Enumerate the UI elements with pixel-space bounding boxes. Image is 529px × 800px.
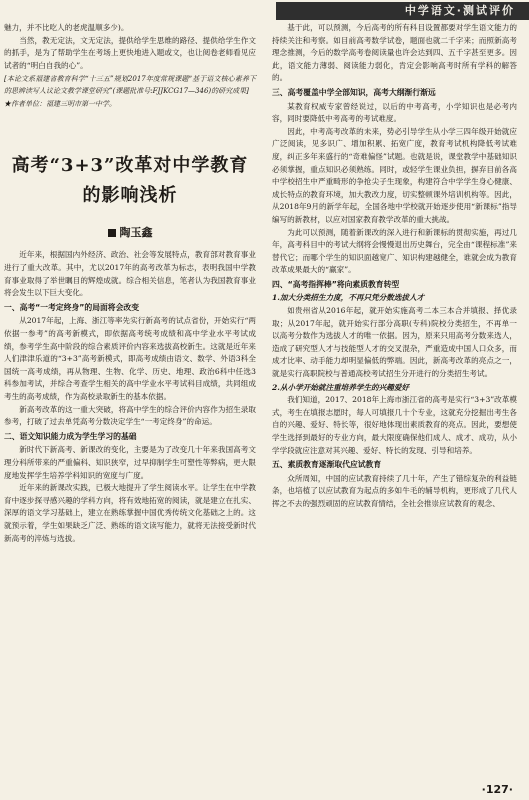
- article-title-line2: 的影响浅析: [82, 184, 178, 206]
- author-note: ★作者单位：福建三明市第一中学。: [4, 100, 116, 109]
- section-heading-5: 五、素质教育逐渐取代应试教育: [272, 460, 382, 470]
- paragraph: 当然，教无定法，文无定法，提供给学生思维的路径、提供给学生作文的抓手，是为了帮助学生在考场上更快地进入题或文，也让阅卷老师看见应试者的“明白自我的心”。: [4, 35, 256, 70]
- right-section-4-1: [272, 305, 517, 381]
- section-heading-3: 三、高考覆盖中学全部知识，高考大纲渐行渐远: [272, 87, 436, 97]
- paragraph: 基于此，可以预测，今后高考的所有科目设置都要对学生语文能力的持续关注和考察。如目前高考数学试卷，题面也就二千字来；而照新高考理念推测，今后的数学高考卷阅读量也许会达到四、五千字甚至更多。因此，语文能力薄弱、阅读能力弱化，肯定会影响高考时所有学科的解答的。: [272, 23, 517, 83]
- paragraph: 近年来，根据国内外经济、政治、社会等发展特点，教育部对教育事业进行了重大改革。其中，尤以2017年的高考改革为标志，表明我国中学教育事业取得了举世瞩目的辉煌成就。综合相关信息，笔者认为我国教育事业将会发生以下巨大变化。: [4, 250, 256, 298]
- paragraph: 新高考改革的这一重大突破，将高中学生的综合评价内容作为招生录取参考，打破了过去单凭高考分数决定学生“一考定终身”的命运。: [4, 404, 256, 427]
- subheading-4-2: 2.从小学开始就注重培养学生的兴趣爱好: [272, 382, 410, 392]
- paragraph: 我们知道，2017、2018年上海市浙江省的高考是实行“3+3”改革模式，考生在填报志愿时，每人可填报几十个专业，这就充分挖掘出考生各自的兴趣、爱好、特长等，很好地体现出素质教育的亮点。因此，要想使学生选择到最好的专业方向，最大限度确保他们成人、成才、成功，从小学学段就应注意对其兴趣、爱好、特长的发现、引导和培养。: [272, 395, 517, 455]
- left-section-intro: [4, 249, 256, 299]
- right-section-2-cont: [272, 22, 517, 85]
- article-title-block: [4, 151, 256, 240]
- left-section-2: [4, 444, 256, 545]
- paragraph: 魅力，并不比吃人的老虎温顺多少)。: [4, 23, 129, 32]
- section-heading-4: 四、“高考指挥棒”将向素质教育转型: [272, 279, 400, 289]
- article-title-line1: 高考“3+3”改革对中学教育: [11, 154, 249, 176]
- right-section-5: [272, 473, 517, 511]
- page-number: ·127·: [481, 783, 513, 796]
- section-heading-2: 二、语文知识能力成为学生学习的基础: [4, 431, 137, 441]
- section-heading-1: 一、高考“一考定终身”的局面将会改变: [4, 302, 139, 312]
- paragraph: 如贵州省从2016年起，就开始实施高考二本三本合并填报、择优录取；从2017年起，就开始实行部分高职(专科)院校分类招生，不再单一以高考分数作为选拔人才的唯一依据。因为，原来只用高考分数来选人，造成了研究型人才与技能型人才的交叉混杂，严重造成中国人口众多，而成才比率、动手能力却明显偏低的弊端。因此，新高考改革的亮点之一，就是实行高职院校与普通高校考试招生分开进行的分类招生考试。: [272, 306, 517, 379]
- paragraph: 某教育权威专家曾经说过，以后的中考高考，小学知识也是必考内容，同时要降低中考高考的考试难度。: [272, 101, 517, 124]
- left-section-1: [4, 315, 256, 428]
- paragraph: 从2017年起，上海、浙江等率先实行新高考的试点省份，开始实行“两依据一参考”的高考新模式，即依据高考统考成绩和高中学业水平考试成绩，参考学生高中阶段的综合素质评价内容来选拔高校新生。这就是近年来人们津津乐道的“3+3”高考新模式，即高考成绩由语文、数学、外语3科全国统一高考成绩，再从物理、生物、化学、历史、地理、政治6科中任选3科参加考试，并综合考查学生相关的高中学业水平考试科目成绩，共同组成考生的高考成绩，作为高校录取新生的基本依据。: [4, 316, 256, 401]
- right-column: [272, 22, 529, 511]
- subheading-4-1: 1.加大分类招生力度，不再只凭分数选拔人才: [272, 293, 425, 303]
- paragraph: 众所周知，中国的应试教育持续了几十年，产生了错综复杂的利益链条，也培植了以应试教育为起点的多如牛毛的辅导机构，更形成了几代人挥之不去的强烈顽固的应试教育情结，全社会推崇应试教育的观念、: [272, 473, 517, 508]
- left-column: [0, 22, 262, 545]
- paragraph: 为此可以预测，随着新课改的深入进行和新课标的贯彻实施，再过几年，高考科目中的考试大纲将会慢慢退出历史舞台，完全由“课程标准”来替代它；而哪个学生的知识面越宽广、知识构建越健全，谁就会成为教育改革成果最大的“赢家”。: [272, 227, 517, 275]
- author-name: 陶玉鑫: [119, 225, 153, 239]
- article-author: [4, 227, 256, 240]
- journal-header: 中学语文·测试评价: [276, 2, 529, 20]
- fund-note: [本论文系福建省教育科学“十三五”规划2017年度常规课题“基于语文核心素养下的思辨读写人议论文教学课堂研究”(课题批准号:FJJKCG17—346)的研究成果]: [4, 75, 256, 95]
- paragraph: 因此，中考高考改革的未来，势必引导学生从小学三四年级开始就应广泛阅读，见多识广、增加积累、拓宽广度，教育考试机构降低考试难度，纠正多年来盛行的“奇难偏怪”试题。也就是说，课堂教学中基础知识必须掌握，重点知识必须熟练。同时，或轻学生课业负担，摒弃目前各高中学校招生中严重畸形的争抢尖子生现象，构建符合中学学生身心健康、成长特点的教育环境，加大教改力度，切实整顿课外培训机构等。因此，从2018年9月的新学年起，全国各地中学校就开始逐步使用“新课标”指导编写的新教材，以应对国家教育教学改革的重大挑战。: [272, 126, 517, 224]
- author-box-icon: [108, 229, 116, 237]
- left-intro: [4, 22, 256, 72]
- right-section-4-2: [272, 394, 517, 457]
- right-section-3: [272, 101, 517, 277]
- paragraph: 新时代下新高考、新课改的变化，主要是为了改变几十年来我国高考文理分科所带来的严重偏科、知识狭窄，过早抑制学生可塑性等弊病，更大限度地发挥学生培养学科知识的宽度与广度。: [4, 445, 256, 480]
- paragraph: 近年来的新课改实践，已极大地提升了学生阅读水平。让学生在中学教育中逐步探寻感兴趣的学科方向，将有效地拓宽的阅读，就是建立在扎实、深厚的语文学习基础上，建立在熟练掌握中国优秀传统文化基础之上的。这就预示着，学生如果缺乏广泛、熟练的语文读写能力，就将无法接受新时代新高考的淬炼与选拔。: [4, 483, 256, 543]
